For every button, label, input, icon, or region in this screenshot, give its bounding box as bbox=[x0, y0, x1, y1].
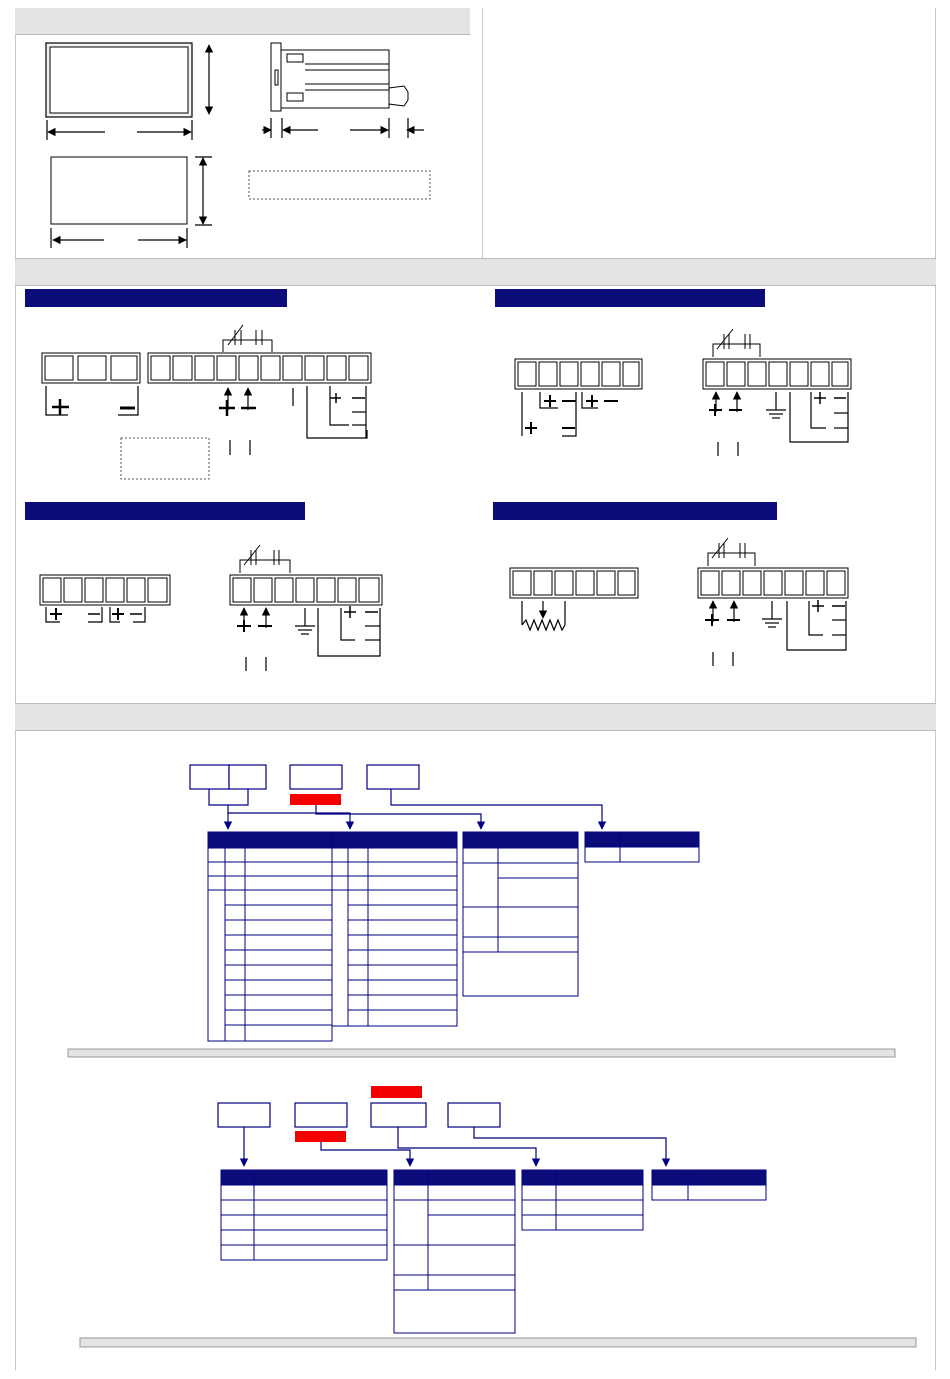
wiring-4-terminals-sensor bbox=[510, 568, 638, 598]
wiring-1-relay-symbol bbox=[223, 325, 272, 352]
order-2-table-a bbox=[221, 1170, 387, 1260]
order-1-code-boxes bbox=[190, 765, 419, 789]
side-view-dimension bbox=[262, 118, 424, 138]
wiring-3-terminals-sensor bbox=[40, 575, 170, 605]
wiring-2-sensor-leads bbox=[522, 392, 618, 436]
wiring-1-terminals-io bbox=[148, 353, 371, 383]
order-1-highlight bbox=[290, 794, 341, 805]
order-2-table-d bbox=[652, 1170, 766, 1200]
wiring-4-relay-symbol bbox=[708, 538, 755, 566]
dimension-note-box bbox=[249, 171, 430, 199]
order-1-table-c bbox=[463, 832, 578, 996]
wiring-3-relay-symbol bbox=[240, 545, 290, 573]
wiring-3-terminals-io bbox=[230, 575, 382, 605]
order-1-footer-bar bbox=[68, 1049, 895, 1057]
order-2-table-c bbox=[522, 1170, 643, 1230]
wiring-2-terminals-io bbox=[703, 359, 851, 389]
wiring-1-power-leads bbox=[46, 386, 138, 415]
wiring-3-io-leads bbox=[237, 606, 380, 671]
front-view-bezel bbox=[46, 43, 192, 117]
wiring-4-potentiometer bbox=[522, 601, 565, 630]
wiring-3-sensor-leads bbox=[46, 607, 145, 622]
order-2-footer-bar bbox=[80, 1338, 916, 1347]
wiring-4-terminals-io bbox=[698, 568, 848, 598]
order-2-highlight-top bbox=[371, 1086, 422, 1098]
order-2-code-boxes bbox=[218, 1103, 500, 1127]
wiring-1-terminals-power bbox=[42, 353, 140, 383]
wiring-1-note-box bbox=[121, 438, 209, 479]
wiring-2-relay-symbol bbox=[713, 329, 760, 357]
order-1-connectors bbox=[209, 789, 602, 829]
order-2-highlight-bottom bbox=[295, 1131, 346, 1142]
wiring-2-io-leads bbox=[709, 392, 848, 456]
panel-cutout bbox=[51, 157, 187, 224]
order-1-table-a bbox=[208, 832, 332, 1041]
wiring-2-terminals-sensor bbox=[515, 359, 642, 389]
wiring-1-input-leads bbox=[219, 386, 367, 455]
side-view-housing bbox=[271, 43, 408, 111]
order-1-table-b bbox=[332, 832, 457, 1026]
order-1-table-d bbox=[585, 832, 699, 862]
wiring-4-io-leads bbox=[705, 600, 846, 666]
order-2-table-b bbox=[394, 1170, 515, 1333]
